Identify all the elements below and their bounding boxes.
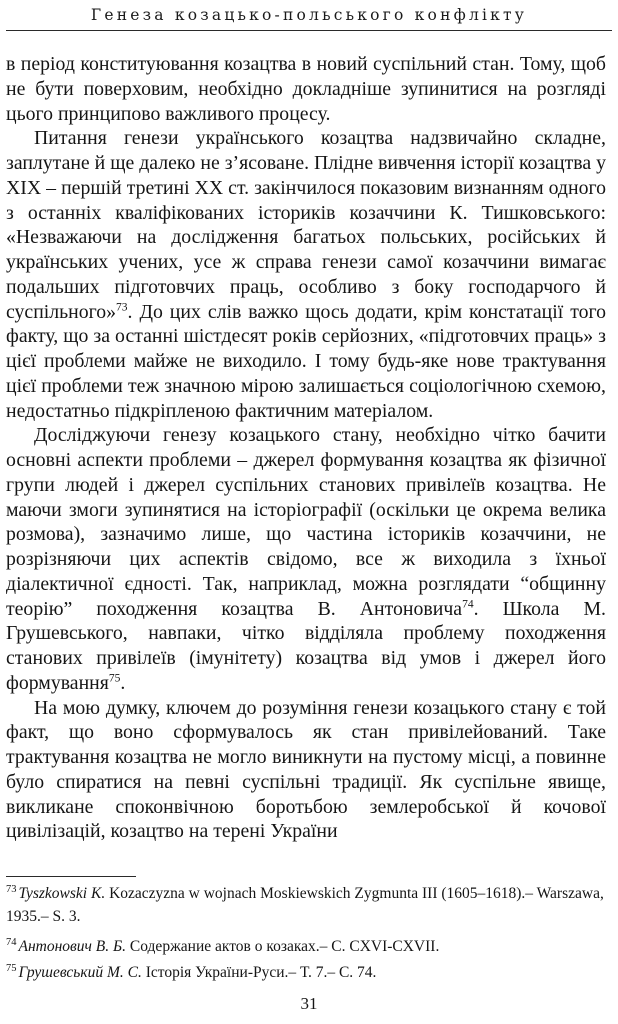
footnote-ref-74[interactable]: 74 (462, 597, 474, 610)
footnote-number: 75 (6, 962, 17, 974)
paragraph-2-text: Питання генези українського козацтва надзвичайно складне, заплутане й ще далеко не з’ясоване. Плідне вивчення історії козацтва у XIX – першій третині XX ст. закінчилося показовим визнанням одного з останніх кваліфікованих істориків козаччини К. Тишковського: «Незважаючи на дослідження багатьох польських, російських й українських учених, усе ж справа генези самої козаччини вимагає подальших підготовчих праць, особливо з боку господарчого й суспільного» (6, 127, 606, 323)
footnote-author: Грушевський М. С. (18, 964, 142, 981)
footnote-text: Содержание актов о козаках.– С. CXVI-CXVII. (126, 938, 440, 955)
footnote-separator (6, 876, 136, 877)
paragraph-1: в період конституювання козацтва в новий суспільний стан. Тому, щоб не бути поверховим, необхідно докладніше зупинитися на розгляді цього принципово важливого процесу. (6, 53, 606, 125)
running-header: Генеза козацько-польського конфлікту (90, 6, 528, 24)
footnote-author: Антонович В. Б. (18, 938, 127, 955)
paragraph-2 (6, 126, 606, 423)
footnote-text: Kozaczyzna w wojnach Moskiewskich Zygmunta III (1605–1618).– Warszawa, 1935.– S. 3. (6, 885, 604, 925)
footnotes (6, 882, 604, 984)
footnote-ref-75[interactable]: 75 (108, 672, 121, 685)
footnote-author: Tyszkowski K. (18, 885, 106, 902)
page-number: 31 (300, 994, 318, 1013)
footnote-number: 74 (6, 936, 17, 948)
footnote-number: 73 (6, 883, 17, 895)
footnote-73 (6, 882, 604, 928)
body-text (6, 52, 606, 844)
footnote-text: Історія України-Руси.– Т. 7.– С. 74. (141, 964, 377, 981)
paragraph-3-mid: . Школа М. Грушевського, навпаки, чітко відділяла проблему походження станових привілеїв (імунітету) козацтва від умов і джерел його формування (6, 597, 606, 694)
footnote-ref-73[interactable]: 73 (116, 300, 128, 313)
paragraph-4: На мою думку, ключем до розуміння генези козацького стану є той факт, що воно сформувалось як стан привілейований. Таке трактування козацтва не могло виникнути на пустому місці, а повинне було спиратися на певні суспільні традиції. Як суспільне явище, викликане споконвічною боротьбою землеробської й кочової цивілізацій, козацтво на терені України (6, 696, 606, 843)
footnote-75 (6, 961, 604, 984)
paragraph-2-tail: . До цих слів важко щось додати, крім констатації того факту, що за останні шістдесят років серйозних, «підготовчих праць» з цієї проблеми майже не виходило. І тому будь-яке нове трактування цієї проблеми теж значною мірою залишається соціологічною схемою, недостатньо підкріпленою фактичним матеріалом. (6, 300, 606, 422)
paragraph-3-tail: . (120, 671, 126, 694)
header-rule (6, 30, 612, 31)
footnote-74 (6, 935, 604, 958)
paragraph-3 (6, 423, 606, 695)
paragraph-3-text: Досліджуючи генезу козацького стану, необхідно чітко бачити основні аспекти проблеми – джерел формування козацтва як фізичної групи людей і джерел суспільних станових привілеїв козацтва. Не маючи змоги зупинятися на історіографії (оскільки це окрема велика розмова), зазначимо лише, що частина істориків козаччини, не розрізняючи цих аспектів свідомо, все ж виходила з їхньої діалектичної єдності. Так, наприклад, можна розглядати “общинну теорію” походження козацтва В. Антоновича (6, 424, 606, 620)
